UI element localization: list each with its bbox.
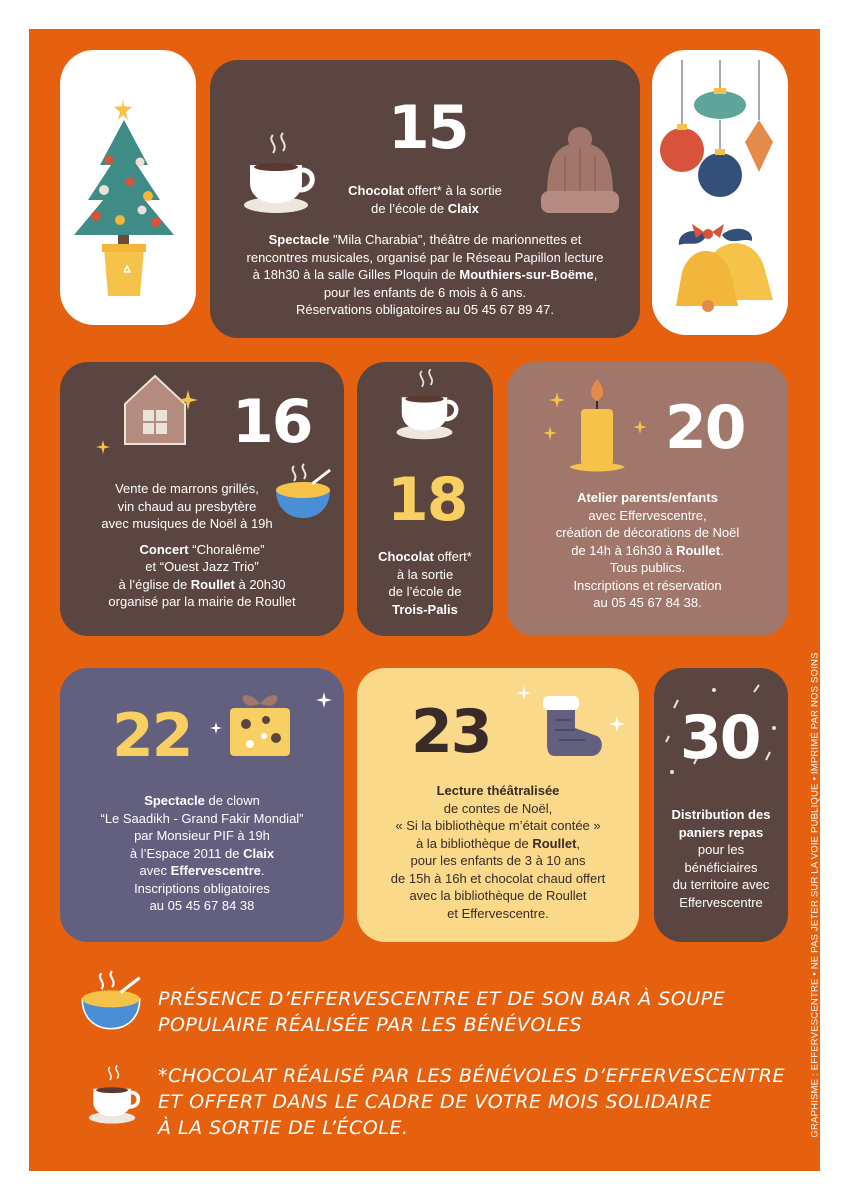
footer-soup-text — [158, 986, 725, 1038]
day-number: 15 — [388, 93, 468, 163]
day-20-card — [507, 362, 788, 636]
day-23-line4: à la bibliothèque de — [415, 835, 533, 851]
day-15-text — [210, 182, 640, 319]
day-16-card — [60, 362, 344, 636]
day-22-card — [60, 668, 344, 942]
tree-card — [60, 50, 196, 325]
day-number: 20 — [665, 393, 745, 463]
sparkle-icon — [543, 426, 557, 440]
day-23-line4-post: , — [576, 835, 581, 851]
day-number: 22 — [112, 701, 192, 771]
day-number: 16 — [232, 387, 312, 457]
side-credits-text: GRAPHISME : EFFERVESCENTRE • NE PAS JETER SUR LA VOIE PUBLIQUE • IMPRIMÉ PAR NOS SOINS — [809, 652, 821, 1138]
day-30-line4: bénéficiaires — [684, 859, 758, 875]
side-credits — [805, 625, 825, 1165]
sparkle-icon — [178, 390, 198, 410]
day-16-line5: et “Ouest Jazz Trio” — [145, 559, 259, 574]
day-18-line1: offert* — [433, 549, 472, 564]
day-22-line4: à l’Espace 2011 de — [129, 845, 244, 861]
day-20-line4: de 14h à 16h30 à — [571, 542, 677, 558]
footer-chocolate-line2: ET OFFERT DANS LE CADRE DE VOTRE MOIS SOLIDAIRE — [158, 1091, 712, 1113]
ornaments-icon — [652, 50, 788, 335]
day-15-line4: rencontres musicales, organisé par le Réseau Papillon lecture — [246, 249, 604, 265]
day-15-line5-post: , — [593, 267, 598, 282]
day-16-line7: organisé par la mairie de Roullet — [108, 594, 296, 609]
day-18-line1-bold: Chocolat — [378, 549, 434, 564]
day-15-line5: à 18h30 à la salle Gilles Ploquin de — [252, 267, 460, 282]
day-22-line5-post: . — [260, 863, 265, 878]
day-15-card — [210, 60, 640, 338]
candle-icon — [567, 377, 627, 477]
footer-chocolate-line1: *CHOCOLAT RÉALISÉ PAR LES BÉNÉVOLES D’EFFERVESCENTRE — [158, 1065, 786, 1087]
day-22-line4-bold: Claix — [243, 845, 275, 861]
day-20-line3: création de décorations de Noël — [555, 525, 740, 540]
day-30-line3: pour les — [697, 842, 745, 857]
footer-chocolate-line3: À LA SORTIE DE L’ÉCOLE. — [158, 1117, 409, 1139]
day-20-line1-bold: Atelier parents/enfants — [577, 490, 718, 505]
day-23-line1-bold: Lecture théâtralisée — [436, 783, 560, 798]
day-23-line4-bold: Roullet — [532, 835, 577, 851]
day-16-line2: vin chaud au presbytère — [117, 498, 257, 514]
gift-icon — [220, 682, 300, 762]
day-16-line1: Vente de marrons grillés, — [115, 481, 259, 496]
day-23-line3: « Si la bibliothèque m’était contée » — [395, 818, 601, 833]
day-16-line6-bold: Roullet — [190, 576, 235, 592]
day-23-line6: de 15h à 16h et chocolat chaud offert — [390, 870, 606, 886]
day-23-line8: et Effervescentre. — [447, 905, 549, 921]
day-20-text — [507, 489, 788, 612]
soup-bowl-icon — [78, 968, 144, 1034]
day-22-line6: Inscriptions obligatoires — [134, 880, 270, 896]
day-20-line2: avec Effervescentre, — [588, 507, 707, 523]
gingerbread-house-icon — [115, 370, 195, 450]
day-16-line6: à l’église de — [118, 576, 191, 592]
day-22-line7: au 05 45 67 84 38 — [149, 898, 255, 913]
day-16-line6-post: à 20h30 — [234, 576, 286, 592]
day-30-text — [654, 806, 788, 911]
footer-chocolate-text — [158, 1063, 785, 1141]
day-22-line5: avec — [139, 863, 171, 878]
footer-soup-line1: PRÉSENCE D’EFFERVESCENTRE ET DE SON BAR À SOUPE — [158, 988, 726, 1010]
day-number: 23 — [411, 697, 491, 767]
hot-chocolate-icon — [393, 366, 463, 446]
sparkle-icon — [316, 692, 332, 708]
day-15-line6: pour les enfants de 6 mois à 6 ans. — [323, 284, 527, 300]
sparkle-icon — [96, 440, 110, 454]
sparkle-icon — [609, 716, 625, 732]
day-23-line7: avec la bibliothèque de Roullet — [409, 888, 587, 903]
day-22-line5-bold: Effervescentre — [170, 863, 261, 878]
sparkle-icon — [210, 722, 222, 734]
day-23-line2: de contes de Noël, — [443, 800, 553, 816]
day-20-line5: Tous publics. — [609, 560, 686, 575]
day-15-line2: de l’école de — [371, 200, 448, 216]
day-18-line4-bold: Trois-Palis — [392, 601, 458, 617]
sock-icon — [529, 692, 609, 762]
day-16-line4: “Choralême” — [188, 541, 265, 557]
day-16-text — [60, 480, 344, 611]
day-15-line3-bold: Spectacle — [268, 232, 330, 247]
day-22-line3: par Monsieur PIF à 19h — [134, 828, 270, 843]
sparkle-icon — [633, 420, 647, 434]
day-16-line4-bold: Concert — [139, 541, 189, 557]
day-18-line2: à la sortie — [396, 566, 454, 582]
footer-soup-line2: POPULAIRE RÉALISÉE PAR LES BÉNÉVOLES — [158, 1014, 583, 1036]
day-30-line6: Effervescentre — [679, 894, 763, 910]
day-23-text — [357, 782, 639, 922]
day-20-line4-bold: Roullet — [676, 542, 721, 558]
day-30-line2-bold: paniers repas — [678, 824, 764, 840]
day-22-text — [60, 792, 344, 915]
day-18-text — [357, 548, 493, 618]
day-30-card — [654, 668, 788, 942]
day-number: 18 — [387, 465, 467, 535]
ornaments-card — [652, 50, 788, 335]
day-15-line1-bold: Chocolat — [348, 183, 404, 198]
day-number: 30 — [680, 703, 760, 773]
christmas-tree-icon — [60, 50, 196, 325]
day-30-line1-bold: Distribution des — [671, 807, 771, 822]
day-20-line6: Inscriptions et réservation — [573, 577, 722, 593]
day-16-line3: avec musiques de Noël à 19h — [101, 516, 273, 531]
sparkle-icon — [517, 686, 531, 700]
day-22-line2: “Le Saadikh - Grand Fakir Mondial” — [100, 810, 304, 826]
day-22-line1-bold: Spectacle — [144, 793, 205, 808]
sparkle-icon — [549, 392, 565, 408]
day-15-line1: offert* à la sortie — [403, 183, 502, 198]
day-15-line2-bold: Claix — [447, 200, 479, 216]
day-15-line3: "Mila Charabia", théâtre de marionnettes et — [329, 232, 582, 247]
day-18-card — [357, 362, 493, 636]
day-23-card — [357, 668, 639, 942]
day-22-line1: de clown — [204, 793, 260, 808]
day-18-line3: de l’école de — [388, 584, 462, 599]
day-15-line5-bold: Mouthiers-sur-Boëme — [459, 267, 594, 282]
day-30-line5: du territoire avec — [672, 877, 770, 892]
day-23-line5: pour les enfants de 3 à 10 ans — [410, 853, 586, 868]
day-20-line7: au 05 45 67 84 38. — [593, 595, 702, 610]
hot-chocolate-icon — [86, 1062, 144, 1130]
day-20-line4-post: . — [720, 542, 724, 558]
day-15-line7: Réservations obligatoires au 05 45 67 89 47. — [295, 302, 554, 317]
